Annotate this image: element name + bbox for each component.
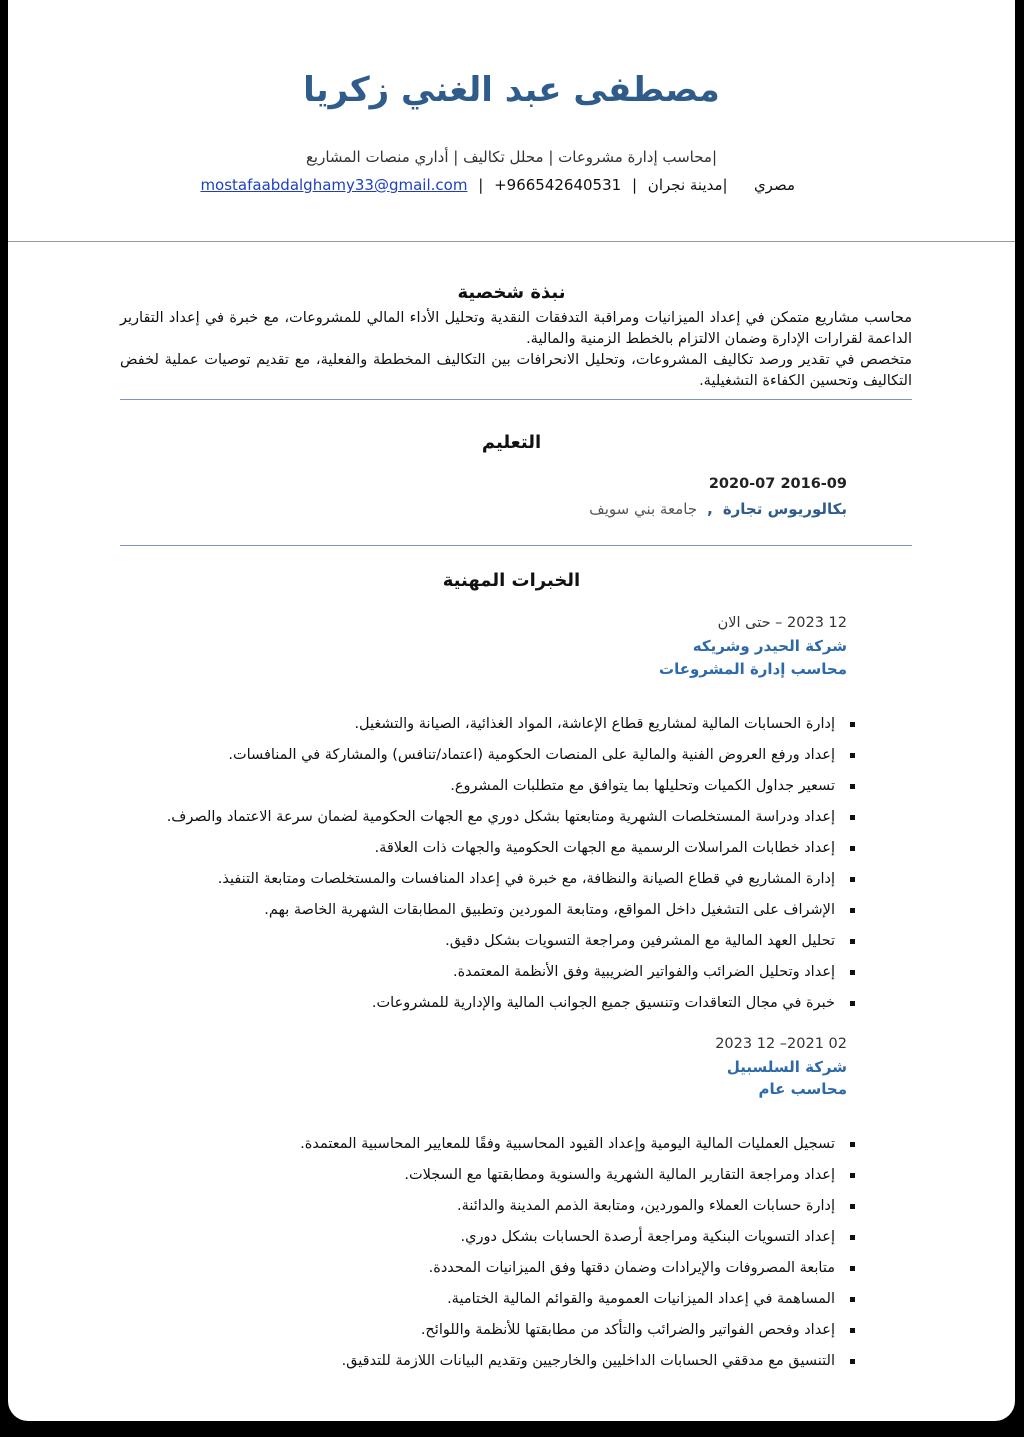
summary-paragraph-1: محاسب مشاريع متمكن في إعداد الميزانيات ومراقبة التدفقات النقدية وتحليل الأداء المالي للمشروعات، مع خبرة في إعداد التقارير الداعمة لقرارات الإدارة وضمان الالتزام بالخطط الزمنية والمالية. (120, 310, 912, 347)
education-dates: 2016-09 2020-07 (708, 476, 847, 492)
summary-text (120, 308, 912, 392)
summary-title: نبذة شخصية (457, 282, 566, 303)
job-titles: |محاسب إدارة مشروعات | محلل تكاليف | أداري منصات المشاريع (305, 148, 718, 166)
header-divider (8, 241, 1015, 242)
list-item: إعداد وفحص الفواتير والضرائب والتأكد من مطابقتها للأنظمة واللوائح. (300, 1319, 855, 1350)
resume-page (8, 0, 1015, 1421)
job-duties-list (167, 713, 855, 1023)
job-duties-list (300, 1133, 855, 1381)
list-item: خبرة في مجال التعاقدات وتنسيق جميع الجوانب المالية والإدارية للمشروعات. (167, 992, 855, 1023)
list-item: إعداد ودراسة المستخلصات الشهرية ومتابعتها بشكل دوري مع الجهات الحكومية لضمان سرعة الاعتماد والصرف. (167, 806, 855, 837)
list-item: إدارة الحسابات المالية لمشاريع قطاع الإعاشة، المواد الغذائية، الصيانة والتشغيل. (167, 713, 855, 744)
list-item: إدارة حسابات العملاء والموردين، ومتابعة الذمم المدينة والدائنة. (300, 1195, 855, 1226)
list-item: تحليل العهد المالية مع المشرفين ومراجعة التسويات بشكل دقيق. (167, 930, 855, 961)
list-item: الإشراف على التشغيل داخل المواقع، ومتابعة الموردين وتطبيق المطابقات الشهرية الخاصة بهم. (167, 899, 855, 930)
education-divider (120, 545, 912, 546)
list-item: إدارة المشاريع في قطاع الصيانة والنظافة، مع خبرة في إعداد المنافسات والمستخلصات ومتابعة التنفيذ. (167, 868, 855, 899)
education-title: التعليم (481, 432, 542, 453)
company-name: شركة السلسبيل (726, 1058, 847, 1076)
list-item: تسجيل العمليات المالية اليومية وإعداد القيود المحاسبية وفقًا للمعايير المحاسبية المعتمدة. (300, 1133, 855, 1164)
list-item: إعداد ومراجعة التقارير المالية الشهرية والسنوية ومطابقتها مع السجلات. (300, 1164, 855, 1195)
list-item: إعداد ورفع العروض الفنية والمالية على المنصات الحكومية (اعتماد/تنافس) والمشاركة في المنافسات. (167, 744, 855, 775)
experience-title: الخبرات المهنية (442, 570, 581, 591)
email-link[interactable]: mostafaabdalghamy33@gmail.com (200, 176, 468, 194)
list-item: المساهمة في إعداد الميزانيات العمومية والقوائم المالية الختامية. (300, 1288, 855, 1319)
list-item: إعداد وتحليل الضرائب والفواتير الضريبية وفق الأنظمة المعتمدة. (167, 961, 855, 992)
company-name: شركة الحيدر وشريكه (692, 637, 847, 655)
phone-number: +966542640531 (494, 176, 622, 194)
list-item: إعداد التسويات البنكية ومراجعة أرصدة الحسابات بشكل دوري. (300, 1226, 855, 1257)
job-dates: 12 2023 – حتى الان (717, 615, 847, 631)
job-role: محاسب إدارة المشروعات (659, 660, 847, 678)
city: |مدينة نجران (647, 176, 728, 194)
list-item: تسعير جداول الكميات وتحليلها بما يتوافق مع متطلبات المشروع. (167, 775, 855, 806)
list-item: التنسيق مع مدققي الحسابات الداخليين والخارجيين وتقديم البيانات اللازمة للتدقيق. (300, 1350, 855, 1381)
job-dates: 02 2021– 12 2023 (715, 1036, 847, 1052)
list-item: متابعة المصروفات والإيرادات وضمان دقتها وفق الميزانيات المحددة. (300, 1257, 855, 1288)
summary-divider (120, 399, 912, 400)
person-name: مصطفى عبد الغني زكريا (303, 70, 720, 110)
contact-line: مصري |مدينة نجران | mostafaabdalghamy33@gmail.com | +966542640531 (200, 176, 795, 194)
education-degree-line: بكالوريوس تجارة , جامعة بني سويف (589, 500, 847, 518)
degree-title: بكالوريوس تجارة (722, 500, 847, 518)
summary-paragraph-2: متخصص في تقدير ورصد تكاليف المشروعات، وتحليل الانحرافات بين التكاليف المخططة والفعلية، مع تقديم توصيات عملية لخفض التكاليف وتحسين الكفاءة التشغيلية. (120, 352, 912, 389)
nationality: مصري (753, 176, 795, 194)
university-name: جامعة بني سويف (589, 500, 698, 518)
list-item: إعداد خطابات المراسلات الرسمية مع الجهات الحكومية والجهات ذات العلاقة. (167, 837, 855, 868)
job-role: محاسب عام (758, 1080, 847, 1098)
